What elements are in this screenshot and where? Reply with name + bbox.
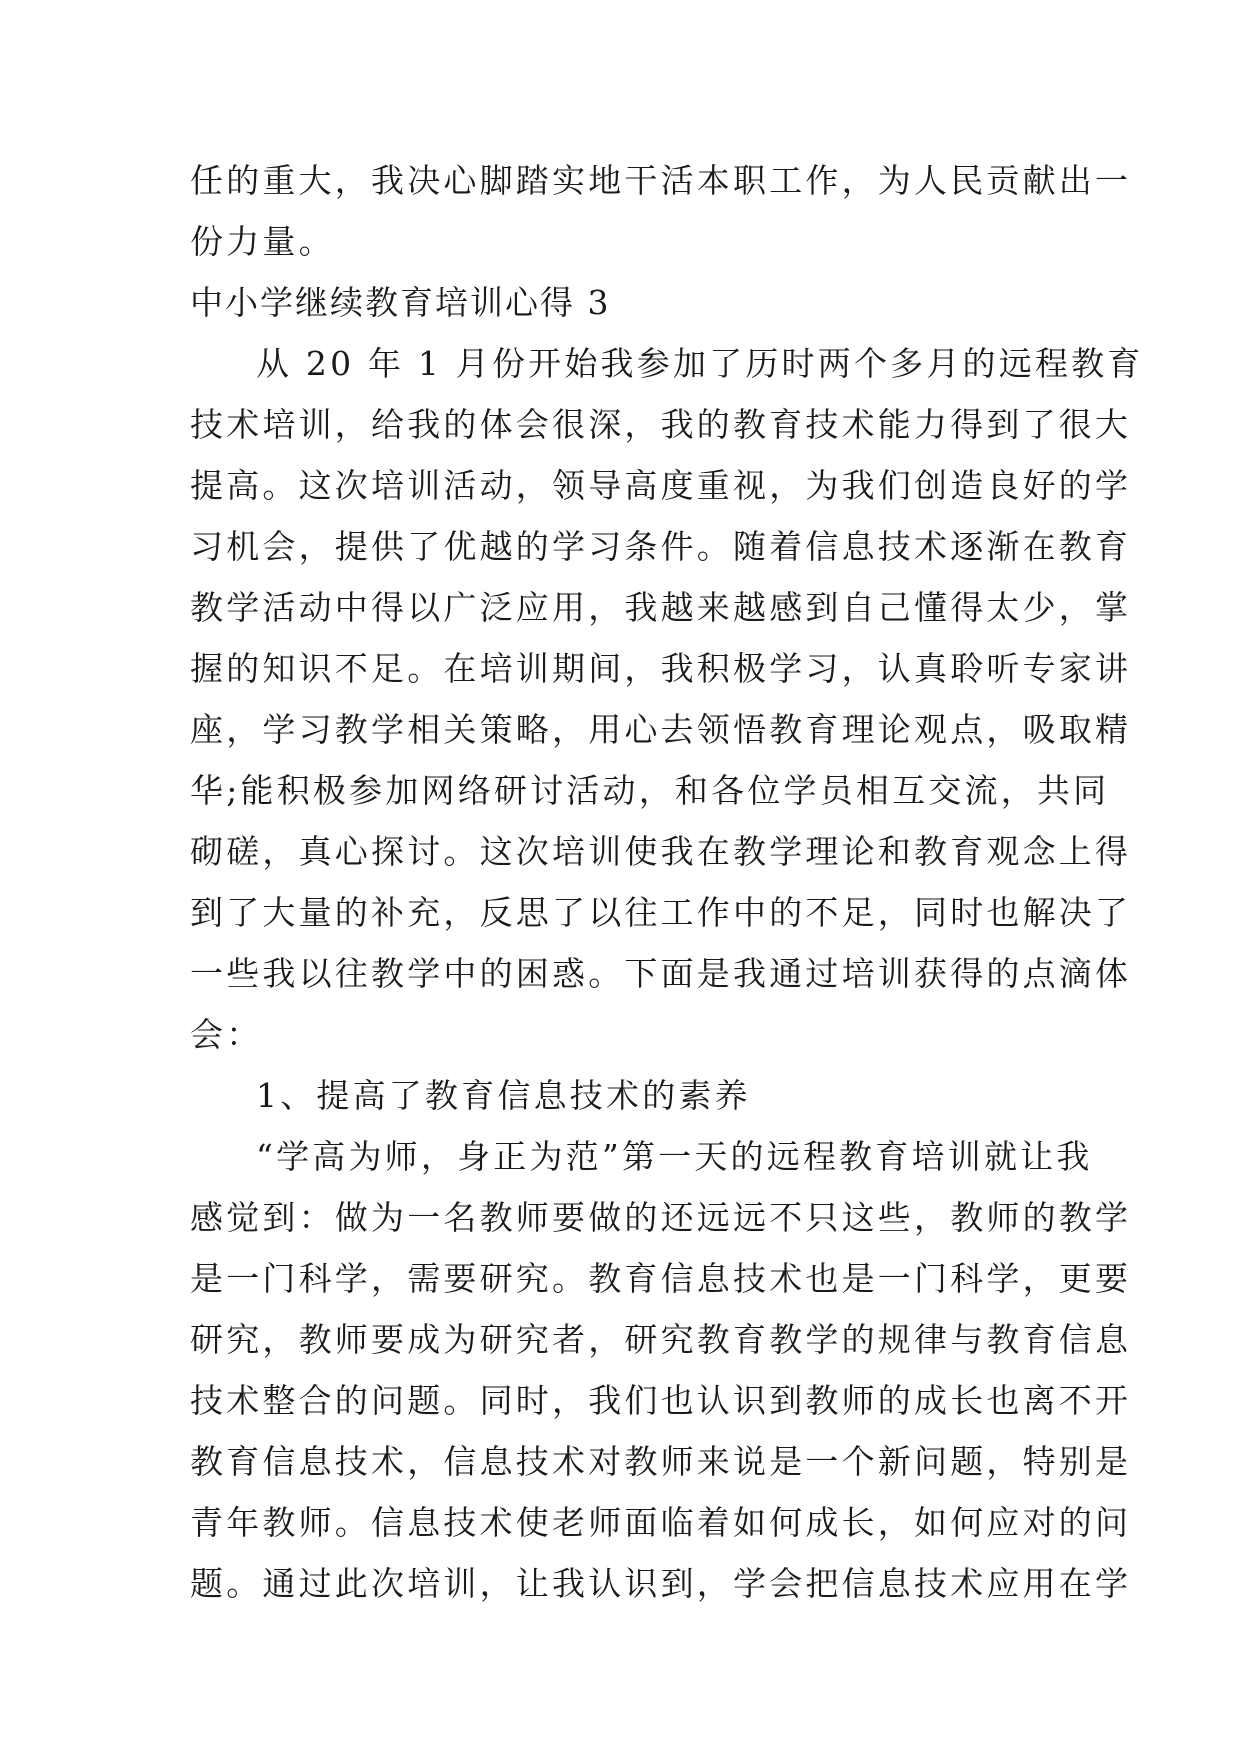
text-line: 感觉到：做为一名教师要做的还远远不只这些，教师的教学 xyxy=(190,1198,1132,1237)
section-heading: 中小学继续教育培训心得 3 xyxy=(190,283,611,322)
text-line: 教育信息技术，信息技术对教师来说是一个新问题，特别是 xyxy=(190,1442,1132,1481)
text-line: 砌磋，真心探讨。这次培训使我在教学理论和教育观念上得 xyxy=(190,832,1132,871)
text-line: 技术整合的问题。同时，我们也认识到教师的成长也离不开 xyxy=(190,1381,1132,1420)
text-line: 华;能积极参加网络研讨活动，和各位学员相互交流，共同 xyxy=(190,771,1110,810)
text-line: 研究，教师要成为研究者，研究教育教学的规律与教育信息 xyxy=(190,1320,1132,1359)
text-line: 习机会，提供了优越的学习条件。随着信息技术逐渐在教育 xyxy=(190,527,1132,566)
text-line: 青年教师。信息技术使老师面临着如何成长，如何应对的问 xyxy=(190,1503,1132,1542)
text-line: 是一门科学，需要研究。教育信息技术也是一门科学，更要 xyxy=(190,1259,1132,1298)
paragraph-first-line: “学高为师，身正为范”第一天的远程教育培训就让我 xyxy=(256,1137,1093,1176)
subsection-heading: 1、提高了教育信息技术的素养 xyxy=(256,1076,751,1115)
text-line: 技术培训，给我的体会很深，我的教育技术能力得到了很大 xyxy=(190,405,1132,444)
text-line: 握的知识不足。在培训期间，我积极学习，认真聆听专家讲 xyxy=(190,649,1132,688)
text-line: 任的重大，我决心脚踏实地干活本职工作，为人民贡献出一 xyxy=(190,161,1132,200)
text-line: 座，学习教学相关策略，用心去领悟教育理论观点，吸取精 xyxy=(190,710,1132,749)
text-line: 提高。这次培训活动，领导高度重视，为我们创造良好的学 xyxy=(190,466,1132,505)
text-line: 份力量。 xyxy=(190,222,335,261)
text-line: 到了大量的补充，反思了以往工作中的不足，同时也解决了 xyxy=(190,893,1132,932)
text-line: 教学活动中得以广泛应用，我越来越感到自己懂得太少，掌 xyxy=(190,588,1132,627)
text-line: 会： xyxy=(190,1015,263,1054)
text-line: 一些我以往教学中的困惑。下面是我通过培训获得的点滴体 xyxy=(190,954,1132,993)
document-body xyxy=(190,150,1144,1614)
text-line: 题。通过此次培训，让我认识到，学会把信息技术应用在学 xyxy=(190,1564,1132,1603)
paragraph-first-line: 从 20 年 1 月份开始我参加了历时两个多月的远程教育 xyxy=(256,344,1144,383)
